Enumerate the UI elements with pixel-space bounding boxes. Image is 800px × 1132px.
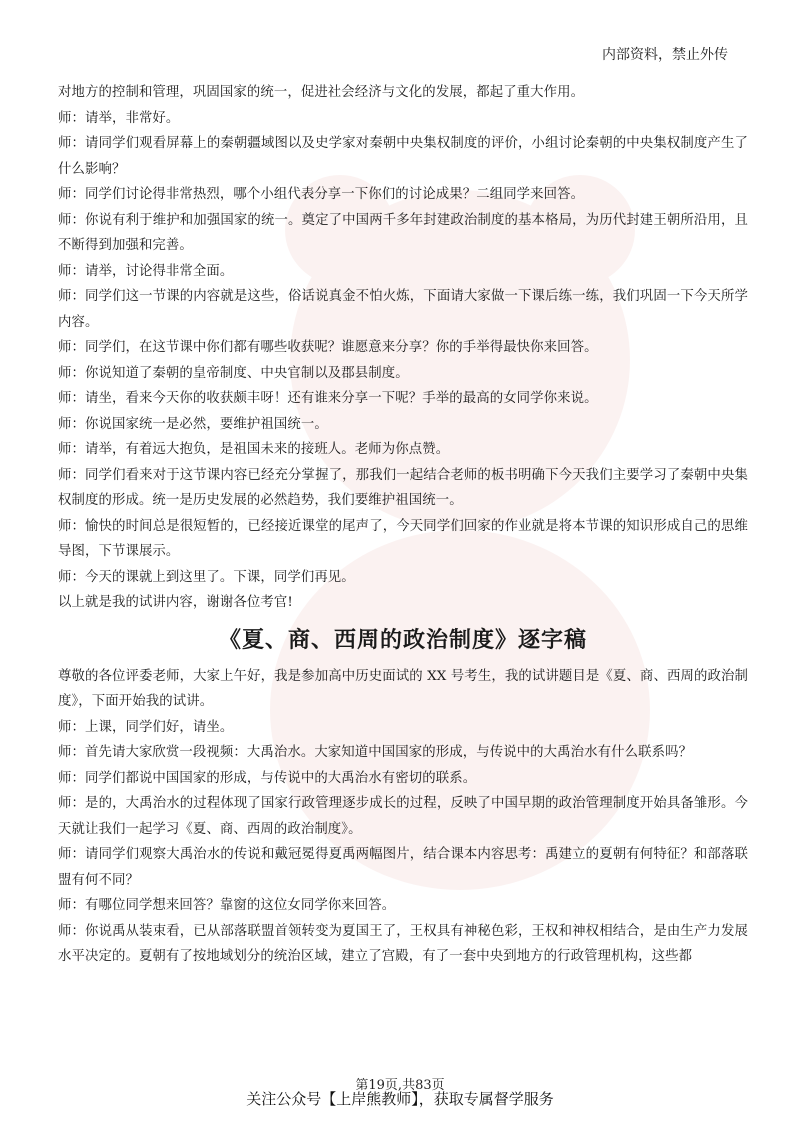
paragraph: 对地方的控制和管理，巩固国家的统一，促进社会经济与文化的发展，都起了重大作用。 (58, 85, 585, 100)
paragraph: 师：同学们看来对于这节课内容已经充分掌握了，那我们一起结合老师的板书明确下今天我们主要学习了秦朝中央集权制度的形成。统一是历史发展的必然趋势，我们要维护祖国统一。 (58, 467, 748, 508)
paragraph: 师：请同学们观看屏幕上的秦朝疆域图以及史学家对秦朝中央集权制度的评价，小组讨论秦朝的中央集权制度产生了什么影响？ (58, 136, 748, 177)
header-confidential-note: 内部资料，禁止外传 (602, 47, 728, 63)
paragraph: 师：首先请大家欣赏一段视频：大禹治水。大家知道中国国家的形成，与传说中的大禹治水有什么联系吗？ (58, 745, 693, 760)
paragraph: 师：有哪位同学想来回答？靠窗的这位女同学你来回答。 (58, 898, 396, 913)
paragraph: 师：你说禹从装束看，已从部落联盟首领转变为夏国王了，王权具有神秘色彩，王权和神权相结合，是由生产力发展水平决定的。夏朝有了按地域划分的统治区域，建立了宫殿，有了一套中央到地方的行政管理机构，这些都 (58, 923, 748, 964)
paragraph: 师：请举，讨论得非常全面。 (58, 263, 234, 279)
paragraph: 以上就是我的试讲内容，谢谢各位考官! (58, 595, 293, 610)
section-title: 《夏、商、西周的政治制度》逐字稿 (218, 627, 587, 653)
page-number: 第19页,共83页 (355, 1078, 445, 1093)
paragraph: 师：同学们讨论得非常热烈，哪个小组代表分享一下你们的讨论成果？二组同学来回答。 (58, 187, 585, 202)
paragraph: 师：你说知道了秦朝的皇帝制度、中央官制以及郡县制度。 (58, 365, 409, 381)
paragraph: 师：是的，大禹治水的过程体现了国家行政管理逐步成长的过程，反映了中国早期的政治管理制度开始具备雏形。今天就让我们一起学习《夏、商、西周的政治制度》。 (58, 796, 748, 837)
paragraph: 师：请同学们观察大禹治水的传说和戴冠冕得夏禹两幅图片，结合课本内容思考：禹建立的夏朝有何特征？和部落联盟有何不同？ (58, 847, 748, 888)
paragraph: 尊敬的各位评委老师，大家上午好，我是参加高中历史面试的 XX 号考生，我的试讲题目是《夏、商、西周的政治制度》，下面开始我的试讲。 (58, 668, 748, 709)
paragraph: 师：上课，同学们好，请坐。 (58, 719, 234, 735)
paragraph: 师：请举，非常好。 (58, 110, 180, 126)
paragraph: 师：请举，有着远大抱负，是祖国未来的接班人。老师为你点赞。 (58, 442, 450, 457)
document-body (58, 80, 748, 970)
paragraph: 师：同学们这一节课的内容就是这些，俗话说真金不怕火炼，下面请大家做一下课后练一练，我们巩固一下今天所学内容。 (58, 289, 748, 330)
paragraph: 师：今天的课就上到这里了。下课，同学们再见。 (58, 569, 355, 585)
paragraph: 师：同学们都说中国国家的形成，与传说中的大禹治水有密切的联系。 (58, 770, 477, 786)
paragraph: 师：你说有利于维护和加强国家的统一。奠定了中国两千多年封建政治制度的基本格局，为历代封建王朝所沿用，且不断得到加强和完善。 (58, 212, 748, 253)
paragraph: 师：请坐，看来今天你的收获颇丰呀！还有谁来分享一下呢？手举的最高的女同学你来说。 (58, 391, 598, 406)
footer-promo-text: 关注公众号【上岸熊教师】，获取专属督学服务 (246, 1090, 554, 1108)
paragraph: 师：你说国家统一是必然，要维护祖国统一。 (58, 416, 328, 432)
paragraph: 师：愉快的时间总是很短暂的，已经接近课堂的尾声了，今天同学们回家的作业就是将本节课的知识形成自己的思维导图，下节课展示。 (58, 518, 748, 559)
paragraph: 师：同学们，在这节课中你们都有哪些收获呢？谁愿意来分享？你的手举得最快你来回答。 (58, 340, 598, 355)
